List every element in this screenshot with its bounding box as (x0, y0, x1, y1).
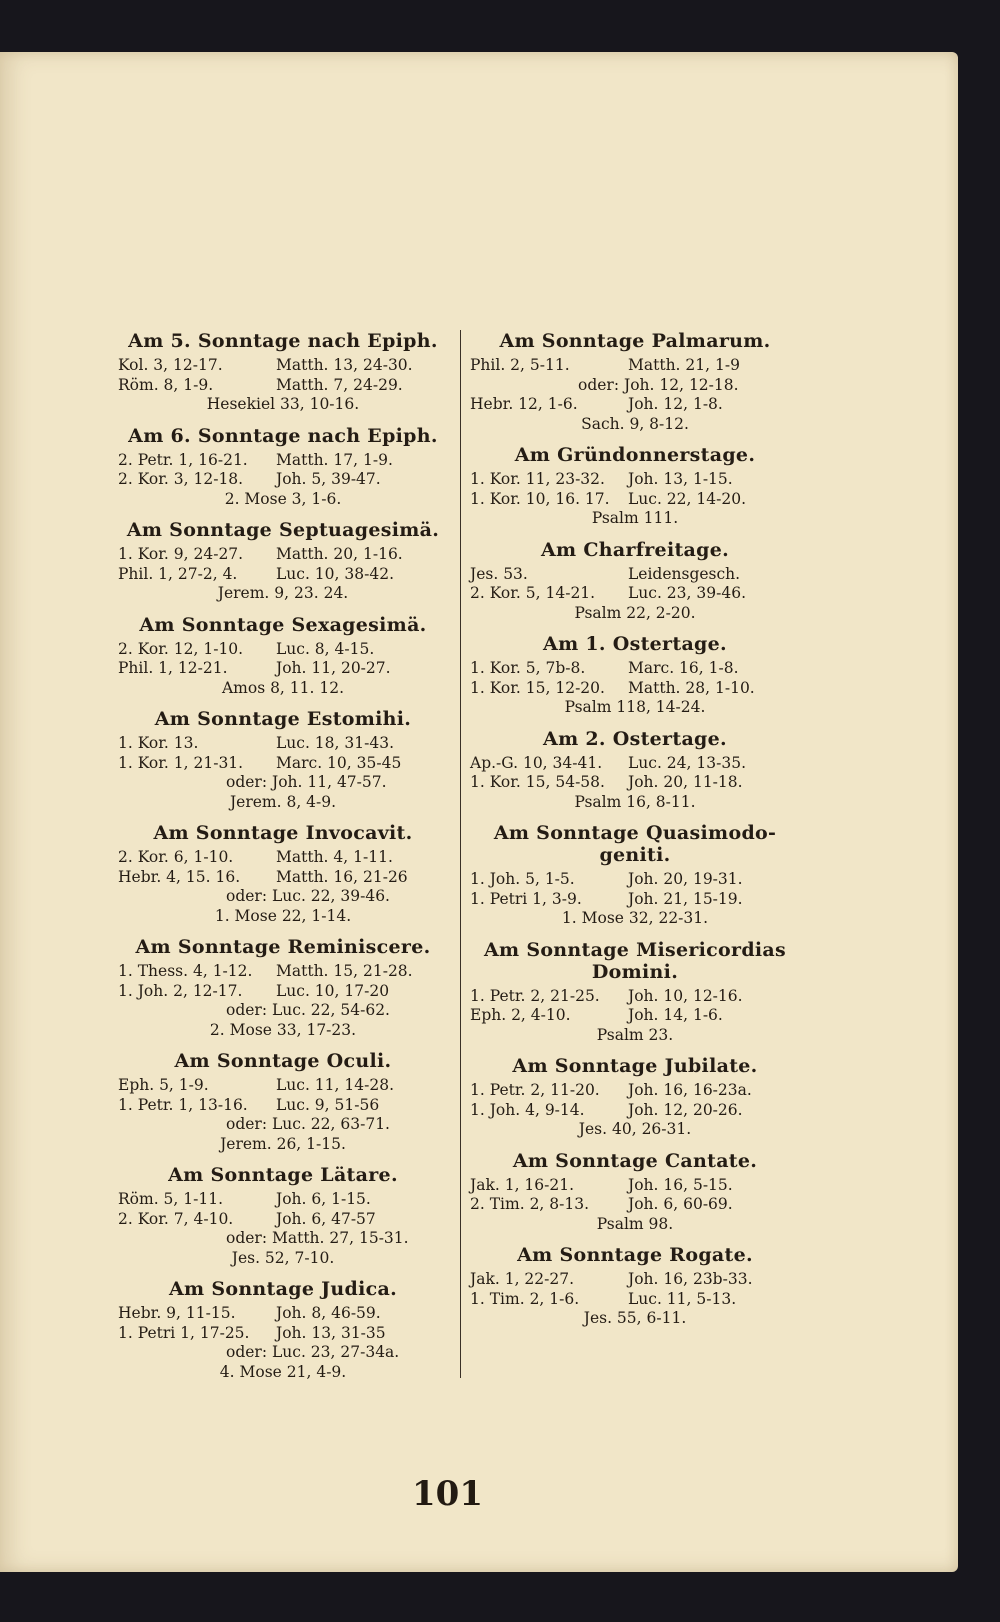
page-number: 101 (412, 1474, 483, 1514)
reading-line (470, 870, 800, 890)
lesson-section (118, 1050, 448, 1154)
gospel-reference: Joh. 12, 20-26. (628, 1100, 743, 1119)
alternate-reading: oder: Luc. 22, 54-62. (226, 1001, 390, 1019)
section-heading: Am Sonntage Rogate. (517, 1244, 753, 1266)
section-heading: Am Gründonnerstage. (514, 444, 756, 466)
epistle-reference: 1. Kor. 9, 24-27. (118, 545, 244, 563)
epistle-reference: 2. Kor. 5, 14-21. (470, 584, 596, 602)
epistle-reference: 1. Kor. 10, 16. 17. (470, 489, 610, 508)
reading-line (118, 470, 448, 490)
epistle-reference: Ap.-G. 10, 34-41. (470, 753, 603, 772)
lesson-section (470, 1055, 800, 1140)
section-heading: Am Sonntage Judica. (168, 1278, 398, 1300)
old-testament-reading: Jerem. 26, 1-15. (220, 1134, 346, 1153)
gospel-reference: Luc. 8, 4-15. (276, 639, 375, 658)
gospel-reference: Matth. 13, 24-30. (276, 356, 413, 374)
gospel-reference: Matth. 17, 1-9. (276, 450, 393, 469)
gospel-reference: Joh. 20, 19-31. (628, 870, 743, 888)
epistle-reference: 2. Kor. 7, 4-10. (118, 1209, 234, 1228)
epistle-reference: 1. Petr. 2, 21-25. (470, 986, 600, 1005)
lesson-section (118, 425, 448, 510)
gospel-reference: Luc. 10, 38-42. (276, 564, 394, 583)
old-testament-reading: Jerem. 9, 23. 24. (217, 584, 349, 602)
lesson-section (470, 939, 800, 1046)
epistle-reference: 2. Kor. 3, 12-18. (118, 470, 244, 488)
section-heading: Am 1. Ostertage. (543, 633, 727, 655)
epistle-reference: Phil. 2, 5-11. (470, 356, 570, 374)
epistle-reference: 2. Kor. 6, 1-10. (118, 848, 234, 866)
left-column (118, 330, 448, 1392)
reading-line (118, 565, 448, 585)
old-testament-reading: 2. Mose 33, 17-23. (209, 1020, 357, 1039)
alternate-reading: oder: Luc. 22, 63-71. (226, 1115, 390, 1133)
reading-line (470, 356, 800, 376)
section-heading: Am Charfreitage. (540, 538, 730, 561)
gospel-reference: Matth. 20, 1-16. (276, 545, 403, 563)
reading-line (118, 982, 448, 1002)
section-heading: Am Sonntage Estomihi. (154, 708, 412, 730)
gospel-reference: Matth. 21, 1-9 (628, 356, 740, 374)
gospel-reference: Luc. 11, 5-13. (628, 1289, 737, 1308)
gospel-reference: Joh. 11, 20-27. (276, 659, 391, 677)
epistle-reference: 1. Kor. 15, 54-58. (470, 773, 605, 791)
gospel-reference: Luc. 23, 39-46. (628, 584, 746, 602)
section-heading: Am Sonntage Misericordias Domini. (483, 938, 787, 983)
epistle-reference: 2. Tim. 2, 8-13. (470, 1195, 590, 1213)
reading-line (118, 1304, 448, 1324)
old-testament-reading: Psalm 16, 8-11. (574, 792, 696, 811)
old-testament-reading: 4. Mose 21, 4-9. (219, 1362, 347, 1381)
lesson-section (470, 330, 800, 434)
reading-line (118, 1210, 448, 1230)
reading-line (470, 1101, 800, 1121)
epistle-reference: 2. Kor. 12, 1-10. (118, 639, 244, 658)
epistle-reference: 1. Petri 1, 3-9. (470, 889, 582, 908)
old-testament-reading: 2. Mose 3, 1-6. (224, 489, 342, 508)
epistle-reference: 2. Petr. 1, 16-21. (118, 450, 248, 469)
lesson-section (118, 822, 448, 926)
lesson-section (118, 330, 448, 415)
old-testament-reading: 1. Mose 22, 1-14. (214, 906, 352, 925)
reading-line (470, 1195, 800, 1215)
column-divider (460, 330, 461, 1378)
epistle-reference: 1. Joh. 4, 9-14. (470, 1100, 585, 1119)
epistle-reference: Jak. 1, 22-27. (470, 1270, 575, 1288)
gospel-reference: Joh. 10, 12-16. (628, 986, 743, 1005)
gospel-reference: Luc. 18, 31-43. (276, 734, 394, 752)
old-testament-reading: Jes. 55, 6-11. (583, 1309, 687, 1327)
lesson-section (470, 1150, 800, 1235)
gospel-reference: Luc. 24, 13-35. (628, 753, 746, 772)
gospel-reference: Marc. 16, 1-8. (628, 659, 739, 677)
lesson-section (118, 1278, 448, 1382)
gospel-reference: Matth. 28, 1-10. (628, 678, 755, 697)
reading-line (118, 962, 448, 982)
epistle-reference: 1. Petr. 1, 13-16. (118, 1095, 248, 1114)
epistle-reference: 1. Thess. 4, 1-12. (118, 962, 253, 980)
reading-line (118, 1324, 448, 1344)
lesson-section (118, 1164, 448, 1268)
gospel-reference: Joh. 6, 1-15. (276, 1190, 371, 1208)
reading-line (470, 1006, 800, 1026)
gospel-reference: Joh. 16, 5-15. (628, 1175, 733, 1194)
lesson-section (470, 539, 800, 624)
section-heading: Am Sonntage Reminiscere. (135, 936, 431, 958)
section-heading: Am Sonntage Sexagesimä. (139, 613, 427, 636)
reading-line (470, 1081, 800, 1101)
gospel-reference: Luc. 22, 14-20. (628, 489, 746, 508)
epistle-reference: Hebr. 4, 15. 16. (118, 867, 241, 886)
gospel-reference: Luc. 10, 17-20 (276, 981, 390, 1000)
gospel-reference: Leidensgesch. (628, 564, 741, 583)
epistle-reference: Röm. 8, 1-9. (118, 375, 214, 394)
gospel-reference: Luc. 9, 51-56 (276, 1095, 380, 1114)
epistle-reference: 1. Kor. 11, 23-32. (470, 470, 605, 488)
reading-line (470, 890, 800, 910)
gospel-reference: Joh. 13, 1-15. (628, 470, 733, 488)
alternate-reading: oder: Joh. 12, 12-18. (578, 375, 739, 394)
old-testament-reading: Psalm 118, 14-24. (564, 698, 706, 716)
old-testament-reading: Jes. 52, 7-10. (231, 1248, 335, 1267)
gospel-reference: Joh. 6, 60-69. (628, 1195, 733, 1213)
epistle-reference: Phil. 1, 27-2, 4. (118, 564, 238, 583)
epistle-reference: Hebr. 12, 1-6. (470, 395, 578, 413)
section-heading: Am Sonntage Oculi. (174, 1050, 392, 1072)
old-testament-reading: Hesekiel 33, 10-16. (206, 395, 360, 413)
section-heading: Am Sonntage Quasimodo- geniti. (493, 822, 777, 866)
epistle-reference: Kol. 3, 12-17. (118, 356, 223, 374)
alternate-reading: oder: Luc. 23, 27-34a. (226, 1343, 400, 1361)
reading-line (470, 584, 800, 604)
epistle-reference: 1. Petr. 2, 11-20. (470, 1081, 600, 1099)
lesson-section (470, 728, 800, 813)
epistle-reference: 1. Joh. 5, 1-5. (470, 870, 575, 888)
lesson-section (118, 708, 448, 812)
old-testament-reading: 1. Mose 32, 22-31. (561, 909, 709, 927)
lesson-section (118, 936, 448, 1040)
gospel-reference: Matth. 7, 24-29. (276, 375, 403, 394)
lesson-section (470, 1244, 800, 1329)
gospel-reference: Matth. 15, 21-28. (276, 962, 413, 980)
reading-line (470, 565, 800, 585)
alternate-reading: oder: Luc. 22, 39-46. (226, 887, 390, 905)
old-testament-reading: Sach. 9, 8-12. (581, 414, 689, 433)
gospel-reference: Matth. 4, 1-11. (276, 848, 393, 866)
reading-line (470, 987, 800, 1007)
old-testament-reading: Jes. 40, 26-31. (578, 1120, 692, 1138)
gospel-reference: Luc. 11, 14-28. (276, 1076, 394, 1094)
section-heading: Am Sonntage Cantate. (512, 1149, 758, 1172)
reading-line (470, 1270, 800, 1290)
book-page (0, 52, 958, 1572)
section-heading: Am 6. Sonntage nach Epiph. (128, 424, 438, 447)
reading-line (470, 490, 800, 510)
lesson-section (470, 822, 800, 929)
old-testament-reading: Psalm 23. (596, 1025, 674, 1044)
gospel-reference: Joh. 5, 39-47. (276, 470, 381, 488)
section-heading: Am Sonntage Jubilate. (512, 1055, 758, 1077)
reading-line (118, 640, 448, 660)
epistle-reference: Hebr. 9, 11-15. (118, 1304, 236, 1322)
reading-line (470, 773, 800, 793)
alternate-reading: oder: Matth. 27, 15-31. (226, 1229, 409, 1247)
gospel-reference: Joh. 20, 11-18. (628, 773, 743, 791)
reading-line (470, 754, 800, 774)
gospel-reference: Joh. 12, 1-8. (628, 395, 723, 413)
epistle-reference: 1. Kor. 1, 21-31. (118, 753, 244, 772)
reading-line (470, 679, 800, 699)
gospel-reference: Joh. 6, 47-57 (276, 1209, 376, 1228)
old-testament-reading: Psalm 98. (596, 1214, 674, 1233)
gospel-reference: Joh. 14, 1-6. (628, 1006, 723, 1024)
reading-line (118, 1190, 448, 1210)
epistle-reference: 1. Kor. 13. (118, 734, 199, 752)
old-testament-reading: Jerem. 8, 4-9. (229, 792, 337, 811)
epistle-reference: Eph. 5, 1-9. (118, 1076, 209, 1094)
reading-line (470, 1176, 800, 1196)
lesson-section (470, 444, 800, 529)
reading-line (470, 1290, 800, 1310)
epistle-reference: 1. Tim. 2, 1-6. (470, 1289, 580, 1308)
reading-line (118, 1096, 448, 1116)
section-heading: Am Sonntage Palmarum. (499, 330, 771, 352)
reading-line (118, 659, 448, 679)
gospel-reference: Joh. 13, 31-35 (276, 1323, 386, 1342)
reading-line (118, 1076, 448, 1096)
epistle-reference: Eph. 2, 4-10. (470, 1006, 571, 1024)
reading-line (118, 356, 448, 376)
gospel-reference: Marc. 10, 35-45 (276, 753, 402, 772)
epistle-reference: 1. Kor. 5, 7b-8. (470, 659, 586, 677)
section-heading: Am Sonntage Septuagesimä. (126, 519, 440, 541)
reading-line (470, 659, 800, 679)
reading-line (118, 868, 448, 888)
section-heading: Am 2. Ostertage. (543, 727, 727, 750)
gospel-reference: Joh. 8, 46-59. (276, 1304, 381, 1322)
old-testament-reading: Psalm 111. (591, 509, 679, 527)
gospel-reference: Joh. 16, 23b-33. (628, 1270, 753, 1288)
lesson-section (118, 614, 448, 699)
right-column (470, 330, 800, 1339)
reading-line (118, 754, 448, 774)
epistle-reference: 1. Kor. 15, 12-20. (470, 678, 605, 697)
gospel-reference: Joh. 16, 16-23a. (628, 1081, 752, 1099)
gospel-reference: Matth. 16, 21-26 (276, 867, 408, 886)
reading-line (118, 545, 448, 565)
alternate-reading: oder: Joh. 11, 47-57. (226, 773, 387, 791)
reading-line (118, 734, 448, 754)
reading-line (470, 470, 800, 490)
reading-line (118, 848, 448, 868)
reading-line (118, 376, 448, 396)
gospel-reference: Joh. 21, 15-19. (628, 889, 743, 908)
epistle-reference: Jes. 53. (470, 564, 528, 583)
reading-line (470, 395, 800, 415)
section-heading: Am Sonntage Invocavit. (153, 822, 413, 844)
epistle-reference: 1. Joh. 2, 12-17. (118, 981, 243, 1000)
epistle-reference: Phil. 1, 12-21. (118, 659, 228, 677)
epistle-reference: 1. Petri 1, 17-25. (118, 1323, 250, 1342)
epistle-reference: Jak. 1, 16-21. (470, 1175, 575, 1194)
lesson-section (118, 519, 448, 604)
old-testament-reading: Amos 8, 11. 12. (221, 678, 345, 697)
old-testament-reading: Psalm 22, 2-20. (574, 603, 696, 622)
section-heading: Am 5. Sonntage nach Epiph. (128, 330, 438, 352)
lesson-section (470, 633, 800, 718)
epistle-reference: Röm. 5, 1-11. (118, 1190, 224, 1208)
section-heading: Am Sonntage Lätare. (168, 1164, 398, 1186)
reading-line (118, 451, 448, 471)
